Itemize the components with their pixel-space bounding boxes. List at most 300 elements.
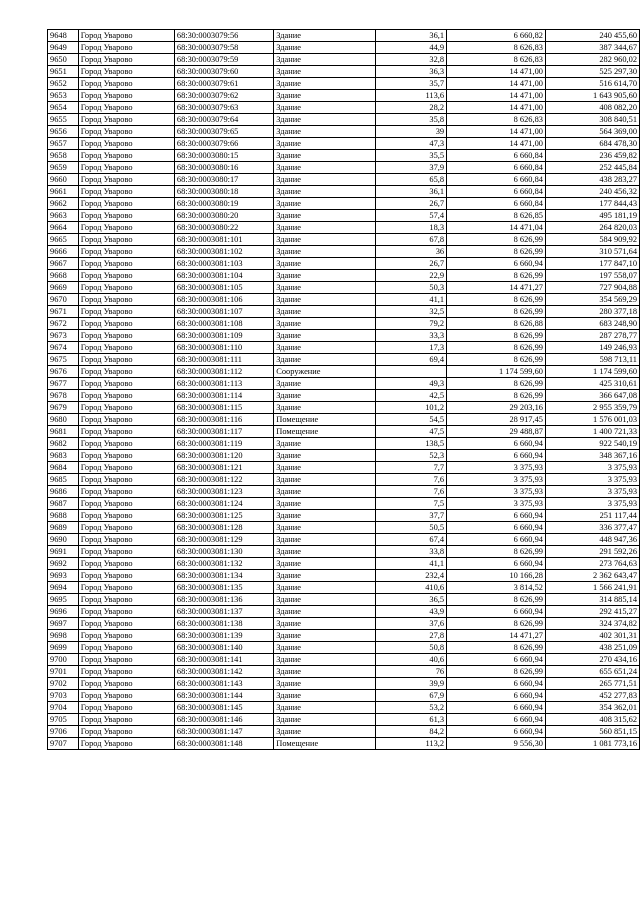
area-cell: 26,7	[376, 198, 447, 210]
object-type-cell: Здание	[274, 666, 376, 678]
row-number-cell: 9696	[48, 606, 79, 618]
object-type-cell: Здание	[274, 342, 376, 354]
object-type-cell: Здание	[274, 258, 376, 270]
specific-value-cell: 3 375,93	[447, 462, 546, 474]
locality-cell: Город Уварово	[78, 54, 174, 66]
table-row	[48, 354, 640, 366]
specific-value-cell: 10 166,28	[447, 570, 546, 582]
area-cell: 47,3	[376, 138, 447, 150]
object-type-cell: Здание	[274, 498, 376, 510]
cadastral-number-cell: 68:30:0003081:109	[174, 330, 273, 342]
specific-value-cell: 3 375,93	[447, 498, 546, 510]
locality-cell: Город Уварово	[78, 90, 174, 102]
cadastral-value-cell: 252 445,84	[545, 162, 639, 174]
row-number-cell: 9682	[48, 438, 79, 450]
specific-value-cell: 14 471,27	[447, 282, 546, 294]
object-type-cell: Здание	[274, 174, 376, 186]
specific-value-cell: 8 626,99	[447, 618, 546, 630]
specific-value-cell: 29 203,16	[447, 402, 546, 414]
row-number-cell: 9661	[48, 186, 79, 198]
cadastral-number-cell: 68:30:0003081:116	[174, 414, 273, 426]
specific-value-cell: 8 626,99	[447, 546, 546, 558]
cadastral-number-cell: 68:30:0003081:129	[174, 534, 273, 546]
specific-value-cell: 8 626,99	[447, 330, 546, 342]
locality-cell: Город Уварово	[78, 78, 174, 90]
row-number-cell: 9675	[48, 354, 79, 366]
locality-cell: Город Уварово	[78, 642, 174, 654]
cadastral-number-cell: 68:30:0003081:105	[174, 282, 273, 294]
table-row	[48, 78, 640, 90]
specific-value-cell: 8 626,99	[447, 294, 546, 306]
cadastral-number-cell: 68:30:0003081:121	[174, 462, 273, 474]
locality-cell: Город Уварово	[78, 438, 174, 450]
cadastral-value-cell: 564 369,00	[545, 126, 639, 138]
cadastral-number-cell: 68:30:0003081:117	[174, 426, 273, 438]
specific-value-cell: 6 660,82	[447, 30, 546, 42]
row-number-cell: 9693	[48, 570, 79, 582]
locality-cell: Город Уварово	[78, 606, 174, 618]
area-cell: 76	[376, 666, 447, 678]
cadastral-value-cell: 683 248,90	[545, 318, 639, 330]
locality-cell: Город Уварово	[78, 174, 174, 186]
cadastral-value-cell: 149 246,93	[545, 342, 639, 354]
cadastral-number-cell: 68:30:0003081:112	[174, 366, 273, 378]
cadastral-number-cell: 68:30:0003080:15	[174, 150, 273, 162]
area-cell: 44,9	[376, 42, 447, 54]
locality-cell: Город Уварово	[78, 654, 174, 666]
area-cell: 36,1	[376, 30, 447, 42]
specific-value-cell: 1 174 599,60	[447, 366, 546, 378]
object-type-cell: Здание	[274, 558, 376, 570]
area-cell: 18,3	[376, 222, 447, 234]
object-type-cell: Сооружение	[274, 366, 376, 378]
row-number-cell: 9656	[48, 126, 79, 138]
specific-value-cell: 6 660,94	[447, 522, 546, 534]
cadastral-number-cell: 68:30:0003081:104	[174, 270, 273, 282]
cadastral-value-cell: 425 310,61	[545, 378, 639, 390]
specific-value-cell: 6 660,94	[447, 258, 546, 270]
area-cell: 37,9	[376, 162, 447, 174]
object-type-cell: Здание	[274, 582, 376, 594]
table-row	[48, 474, 640, 486]
object-type-cell: Здание	[274, 222, 376, 234]
row-number-cell: 9695	[48, 594, 79, 606]
object-type-cell: Здание	[274, 54, 376, 66]
cadastral-value-cell: 348 367,16	[545, 450, 639, 462]
cadastral-number-cell: 68:30:0003081:123	[174, 486, 273, 498]
object-type-cell: Здание	[274, 354, 376, 366]
cadastral-value-cell: 2 955 359,79	[545, 402, 639, 414]
object-type-cell: Здание	[274, 690, 376, 702]
locality-cell: Город Уварово	[78, 282, 174, 294]
object-type-cell: Здание	[274, 318, 376, 330]
area-cell: 17,3	[376, 342, 447, 354]
specific-value-cell: 8 626,83	[447, 42, 546, 54]
cadastral-number-cell: 68:30:0003080:20	[174, 210, 273, 222]
specific-value-cell: 14 471,00	[447, 102, 546, 114]
area-cell: 42,5	[376, 390, 447, 402]
cadastral-number-cell: 68:30:0003081:130	[174, 546, 273, 558]
row-number-cell: 9654	[48, 102, 79, 114]
row-number-cell: 9650	[48, 54, 79, 66]
locality-cell: Город Уварово	[78, 114, 174, 126]
row-number-cell: 9703	[48, 690, 79, 702]
object-type-cell: Здание	[274, 570, 376, 582]
locality-cell: Город Уварово	[78, 234, 174, 246]
area-cell: 61,3	[376, 714, 447, 726]
cadastral-value-cell: 314 885,14	[545, 594, 639, 606]
row-number-cell: 9649	[48, 42, 79, 54]
cadastral-value-cell: 236 459,82	[545, 150, 639, 162]
row-number-cell: 9684	[48, 462, 79, 474]
object-type-cell: Здание	[274, 438, 376, 450]
specific-value-cell: 29 488,87	[447, 426, 546, 438]
row-number-cell: 9686	[48, 486, 79, 498]
specific-value-cell: 3 814,52	[447, 582, 546, 594]
locality-cell: Город Уварово	[78, 738, 174, 750]
cadastral-value-cell: 438 251,09	[545, 642, 639, 654]
cadastral-number-cell: 68:30:0003081:113	[174, 378, 273, 390]
cadastral-value-cell: 408 315,62	[545, 714, 639, 726]
specific-value-cell: 8 626,99	[447, 666, 546, 678]
specific-value-cell: 6 660,94	[447, 450, 546, 462]
object-type-cell: Здание	[274, 330, 376, 342]
object-type-cell: Здание	[274, 198, 376, 210]
cadastral-number-cell: 68:30:0003081:122	[174, 474, 273, 486]
object-type-cell: Здание	[274, 90, 376, 102]
table-row	[48, 618, 640, 630]
cadastral-number-cell: 68:30:0003081:132	[174, 558, 273, 570]
locality-cell: Город Уварово	[78, 666, 174, 678]
specific-value-cell: 8 626,99	[447, 306, 546, 318]
object-type-cell: Здание	[274, 534, 376, 546]
area-cell: 40,6	[376, 654, 447, 666]
locality-cell: Город Уварово	[78, 150, 174, 162]
locality-cell: Город Уварово	[78, 618, 174, 630]
table-row	[48, 702, 640, 714]
specific-value-cell: 14 471,00	[447, 90, 546, 102]
row-number-cell: 9689	[48, 522, 79, 534]
cadastral-number-cell: 68:30:0003081:103	[174, 258, 273, 270]
cadastral-value-cell: 922 540,19	[545, 438, 639, 450]
locality-cell: Город Уварово	[78, 186, 174, 198]
specific-value-cell: 8 626,99	[447, 390, 546, 402]
specific-value-cell: 8 626,85	[447, 210, 546, 222]
table-row	[48, 318, 640, 330]
table-row	[48, 654, 640, 666]
specific-value-cell: 6 660,94	[447, 438, 546, 450]
cadastral-value-cell: 197 558,07	[545, 270, 639, 282]
cadastral-value-cell: 282 960,02	[545, 54, 639, 66]
object-type-cell: Здание	[274, 618, 376, 630]
specific-value-cell: 8 626,99	[447, 594, 546, 606]
object-type-cell: Здание	[274, 654, 376, 666]
specific-value-cell: 14 471,00	[447, 126, 546, 138]
row-number-cell: 9683	[48, 450, 79, 462]
cadastral-number-cell: 68:30:0003081:111	[174, 354, 273, 366]
specific-value-cell: 14 471,04	[447, 222, 546, 234]
cadastral-value-cell: 1 576 001,03	[545, 414, 639, 426]
area-cell: 232,4	[376, 570, 447, 582]
cadastral-number-cell: 68:30:0003081:145	[174, 702, 273, 714]
specific-value-cell: 14 471,27	[447, 630, 546, 642]
table-row	[48, 594, 640, 606]
specific-value-cell: 6 660,94	[447, 726, 546, 738]
locality-cell: Город Уварово	[78, 42, 174, 54]
object-type-cell: Здание	[274, 522, 376, 534]
cadastral-number-cell: 68:30:0003081:137	[174, 606, 273, 618]
specific-value-cell: 9 556,30	[447, 738, 546, 750]
specific-value-cell: 8 626,99	[447, 642, 546, 654]
area-cell: 69,4	[376, 354, 447, 366]
area-cell: 36,3	[376, 66, 447, 78]
object-type-cell: Здание	[274, 462, 376, 474]
cadastral-number-cell: 68:30:0003079:66	[174, 138, 273, 150]
locality-cell: Город Уварово	[78, 678, 174, 690]
cadastral-number-cell: 68:30:0003081:139	[174, 630, 273, 642]
row-number-cell: 9680	[48, 414, 79, 426]
locality-cell: Город Уварово	[78, 210, 174, 222]
area-cell: 7,6	[376, 474, 447, 486]
area-cell: 50,8	[376, 642, 447, 654]
cadastral-number-cell: 68:30:0003079:64	[174, 114, 273, 126]
locality-cell: Город Уварово	[78, 246, 174, 258]
area-cell: 113,6	[376, 90, 447, 102]
cadastral-value-cell: 448 947,36	[545, 534, 639, 546]
cadastral-number-cell: 68:30:0003081:146	[174, 714, 273, 726]
area-cell: 79,2	[376, 318, 447, 330]
row-number-cell: 9671	[48, 306, 79, 318]
table-row	[48, 642, 640, 654]
area-cell: 36,1	[376, 186, 447, 198]
area-cell: 50,3	[376, 282, 447, 294]
cadastral-value-cell: 308 840,51	[545, 114, 639, 126]
table-row	[48, 198, 640, 210]
area-cell: 41,1	[376, 294, 447, 306]
table-row	[48, 138, 640, 150]
cadastral-value-cell: 1 643 905,60	[545, 90, 639, 102]
locality-cell: Город Уварово	[78, 390, 174, 402]
locality-cell: Город Уварово	[78, 630, 174, 642]
row-number-cell: 9651	[48, 66, 79, 78]
object-type-cell: Здание	[274, 546, 376, 558]
locality-cell: Город Уварово	[78, 318, 174, 330]
table-row	[48, 90, 640, 102]
table-row	[48, 30, 640, 42]
table-row	[48, 522, 640, 534]
object-type-cell: Здание	[274, 294, 376, 306]
specific-value-cell: 8 626,88	[447, 318, 546, 330]
area-cell: 28,2	[376, 102, 447, 114]
area-cell: 7,5	[376, 498, 447, 510]
table-row	[48, 630, 640, 642]
row-number-cell: 9659	[48, 162, 79, 174]
cadastral-number-cell: 68:30:0003081:138	[174, 618, 273, 630]
area-cell: 41,1	[376, 558, 447, 570]
cadastral-number-cell: 68:30:0003081:107	[174, 306, 273, 318]
table-row	[48, 738, 640, 750]
area-cell: 39	[376, 126, 447, 138]
specific-value-cell: 6 660,84	[447, 198, 546, 210]
area-cell: 52,3	[376, 450, 447, 462]
area-cell: 47,5	[376, 426, 447, 438]
object-type-cell: Здание	[274, 402, 376, 414]
table-row	[48, 690, 640, 702]
object-type-cell: Здание	[274, 606, 376, 618]
cadastral-number-cell: 68:30:0003081:106	[174, 294, 273, 306]
cadastral-number-cell: 68:30:0003081:125	[174, 510, 273, 522]
cadastral-number-cell: 68:30:0003081:101	[174, 234, 273, 246]
object-type-cell: Здание	[274, 114, 376, 126]
cadastral-value-cell: 3 375,93	[545, 486, 639, 498]
cadastral-number-cell: 68:30:0003081:108	[174, 318, 273, 330]
row-number-cell: 9688	[48, 510, 79, 522]
table-row	[48, 414, 640, 426]
cadastral-value-table	[47, 29, 640, 750]
area-cell: 36,5	[376, 594, 447, 606]
cadastral-number-cell: 68:30:0003079:65	[174, 126, 273, 138]
area-cell: 33,8	[376, 546, 447, 558]
table-row	[48, 174, 640, 186]
cadastral-value-cell: 2 362 643,47	[545, 570, 639, 582]
cadastral-value-cell: 354 362,01	[545, 702, 639, 714]
cadastral-value-cell: 3 375,93	[545, 462, 639, 474]
cadastral-number-cell: 68:30:0003081:115	[174, 402, 273, 414]
locality-cell: Город Уварово	[78, 126, 174, 138]
row-number-cell: 9707	[48, 738, 79, 750]
cadastral-value-cell: 240 455,60	[545, 30, 639, 42]
table-row	[48, 582, 640, 594]
object-type-cell: Здание	[274, 594, 376, 606]
specific-value-cell: 3 375,93	[447, 474, 546, 486]
object-type-cell: Здание	[274, 474, 376, 486]
locality-cell: Город Уварово	[78, 726, 174, 738]
object-type-cell: Здание	[274, 30, 376, 42]
table-row	[48, 234, 640, 246]
cadastral-number-cell: 68:30:0003080:16	[174, 162, 273, 174]
object-type-cell: Здание	[274, 642, 376, 654]
cadastral-value-cell: 1 174 599,60	[545, 366, 639, 378]
row-number-cell: 9669	[48, 282, 79, 294]
specific-value-cell: 6 660,94	[447, 678, 546, 690]
locality-cell: Город Уварово	[78, 450, 174, 462]
specific-value-cell: 6 660,94	[447, 654, 546, 666]
specific-value-cell: 8 626,99	[447, 342, 546, 354]
area-cell: 113,2	[376, 738, 447, 750]
row-number-cell: 9672	[48, 318, 79, 330]
cadastral-number-cell: 68:30:0003081:135	[174, 582, 273, 594]
row-number-cell: 9653	[48, 90, 79, 102]
area-cell: 410,6	[376, 582, 447, 594]
cadastral-value-cell: 598 713,11	[545, 354, 639, 366]
specific-value-cell: 6 660,84	[447, 150, 546, 162]
table-row	[48, 402, 640, 414]
table-row	[48, 510, 640, 522]
cadastral-value-cell: 495 181,19	[545, 210, 639, 222]
object-type-cell: Здание	[274, 246, 376, 258]
row-number-cell: 9687	[48, 498, 79, 510]
cadastral-number-cell: 68:30:0003079:56	[174, 30, 273, 42]
specific-value-cell: 6 660,84	[447, 174, 546, 186]
row-number-cell: 9667	[48, 258, 79, 270]
cadastral-value-cell: 1 566 241,91	[545, 582, 639, 594]
cadastral-number-cell: 68:30:0003080:19	[174, 198, 273, 210]
area-cell: 37,6	[376, 618, 447, 630]
cadastral-value-cell: 270 434,16	[545, 654, 639, 666]
cadastral-number-cell: 68:30:0003081:128	[174, 522, 273, 534]
object-type-cell: Здание	[274, 150, 376, 162]
cadastral-value-cell: 324 374,82	[545, 618, 639, 630]
cadastral-value-cell: 3 375,93	[545, 474, 639, 486]
area-cell: 54,5	[376, 414, 447, 426]
table-row	[48, 498, 640, 510]
cadastral-value-cell: 402 301,31	[545, 630, 639, 642]
row-number-cell: 9692	[48, 558, 79, 570]
cadastral-value-cell: 336 377,47	[545, 522, 639, 534]
specific-value-cell: 28 917,45	[447, 414, 546, 426]
table-row	[48, 102, 640, 114]
area-cell: 84,2	[376, 726, 447, 738]
table-row	[48, 678, 640, 690]
cadastral-value-cell: 264 820,03	[545, 222, 639, 234]
row-number-cell: 9662	[48, 198, 79, 210]
object-type-cell: Здание	[274, 270, 376, 282]
locality-cell: Город Уварово	[78, 342, 174, 354]
area-cell: 57,4	[376, 210, 447, 222]
locality-cell: Город Уварово	[78, 702, 174, 714]
cadastral-value-cell: 291 592,26	[545, 546, 639, 558]
area-cell: 32,8	[376, 54, 447, 66]
table-row	[48, 378, 640, 390]
cadastral-value-cell: 516 614,70	[545, 78, 639, 90]
locality-cell: Город Уварово	[78, 378, 174, 390]
area-cell: 7,7	[376, 462, 447, 474]
cadastral-number-cell: 68:30:0003081:134	[174, 570, 273, 582]
cadastral-value-cell: 727 904,88	[545, 282, 639, 294]
object-type-cell: Помещение	[274, 426, 376, 438]
locality-cell: Город Уварово	[78, 222, 174, 234]
locality-cell: Город Уварово	[78, 486, 174, 498]
locality-cell: Город Уварово	[78, 534, 174, 546]
cadastral-value-cell: 265 771,51	[545, 678, 639, 690]
object-type-cell: Здание	[274, 234, 376, 246]
cadastral-number-cell: 68:30:0003079:60	[174, 66, 273, 78]
object-type-cell: Помещение	[274, 738, 376, 750]
specific-value-cell: 6 660,84	[447, 162, 546, 174]
area-cell: 67,9	[376, 690, 447, 702]
row-number-cell: 9690	[48, 534, 79, 546]
cadastral-number-cell: 68:30:0003081:144	[174, 690, 273, 702]
object-type-cell: Здание	[274, 138, 376, 150]
specific-value-cell: 6 660,84	[447, 186, 546, 198]
area-cell: 50,5	[376, 522, 447, 534]
row-number-cell: 9702	[48, 678, 79, 690]
cadastral-number-cell: 68:30:0003081:148	[174, 738, 273, 750]
row-number-cell: 9664	[48, 222, 79, 234]
area-cell: 53,2	[376, 702, 447, 714]
object-type-cell: Здание	[274, 78, 376, 90]
row-number-cell: 9706	[48, 726, 79, 738]
locality-cell: Город Уварово	[78, 570, 174, 582]
row-number-cell: 9666	[48, 246, 79, 258]
cadastral-number-cell: 68:30:0003081:114	[174, 390, 273, 402]
specific-value-cell: 3 375,93	[447, 486, 546, 498]
specific-value-cell: 6 660,94	[447, 702, 546, 714]
specific-value-cell: 8 626,83	[447, 114, 546, 126]
cadastral-value-cell: 1 400 721,33	[545, 426, 639, 438]
locality-cell: Город Уварово	[78, 582, 174, 594]
row-number-cell: 9705	[48, 714, 79, 726]
